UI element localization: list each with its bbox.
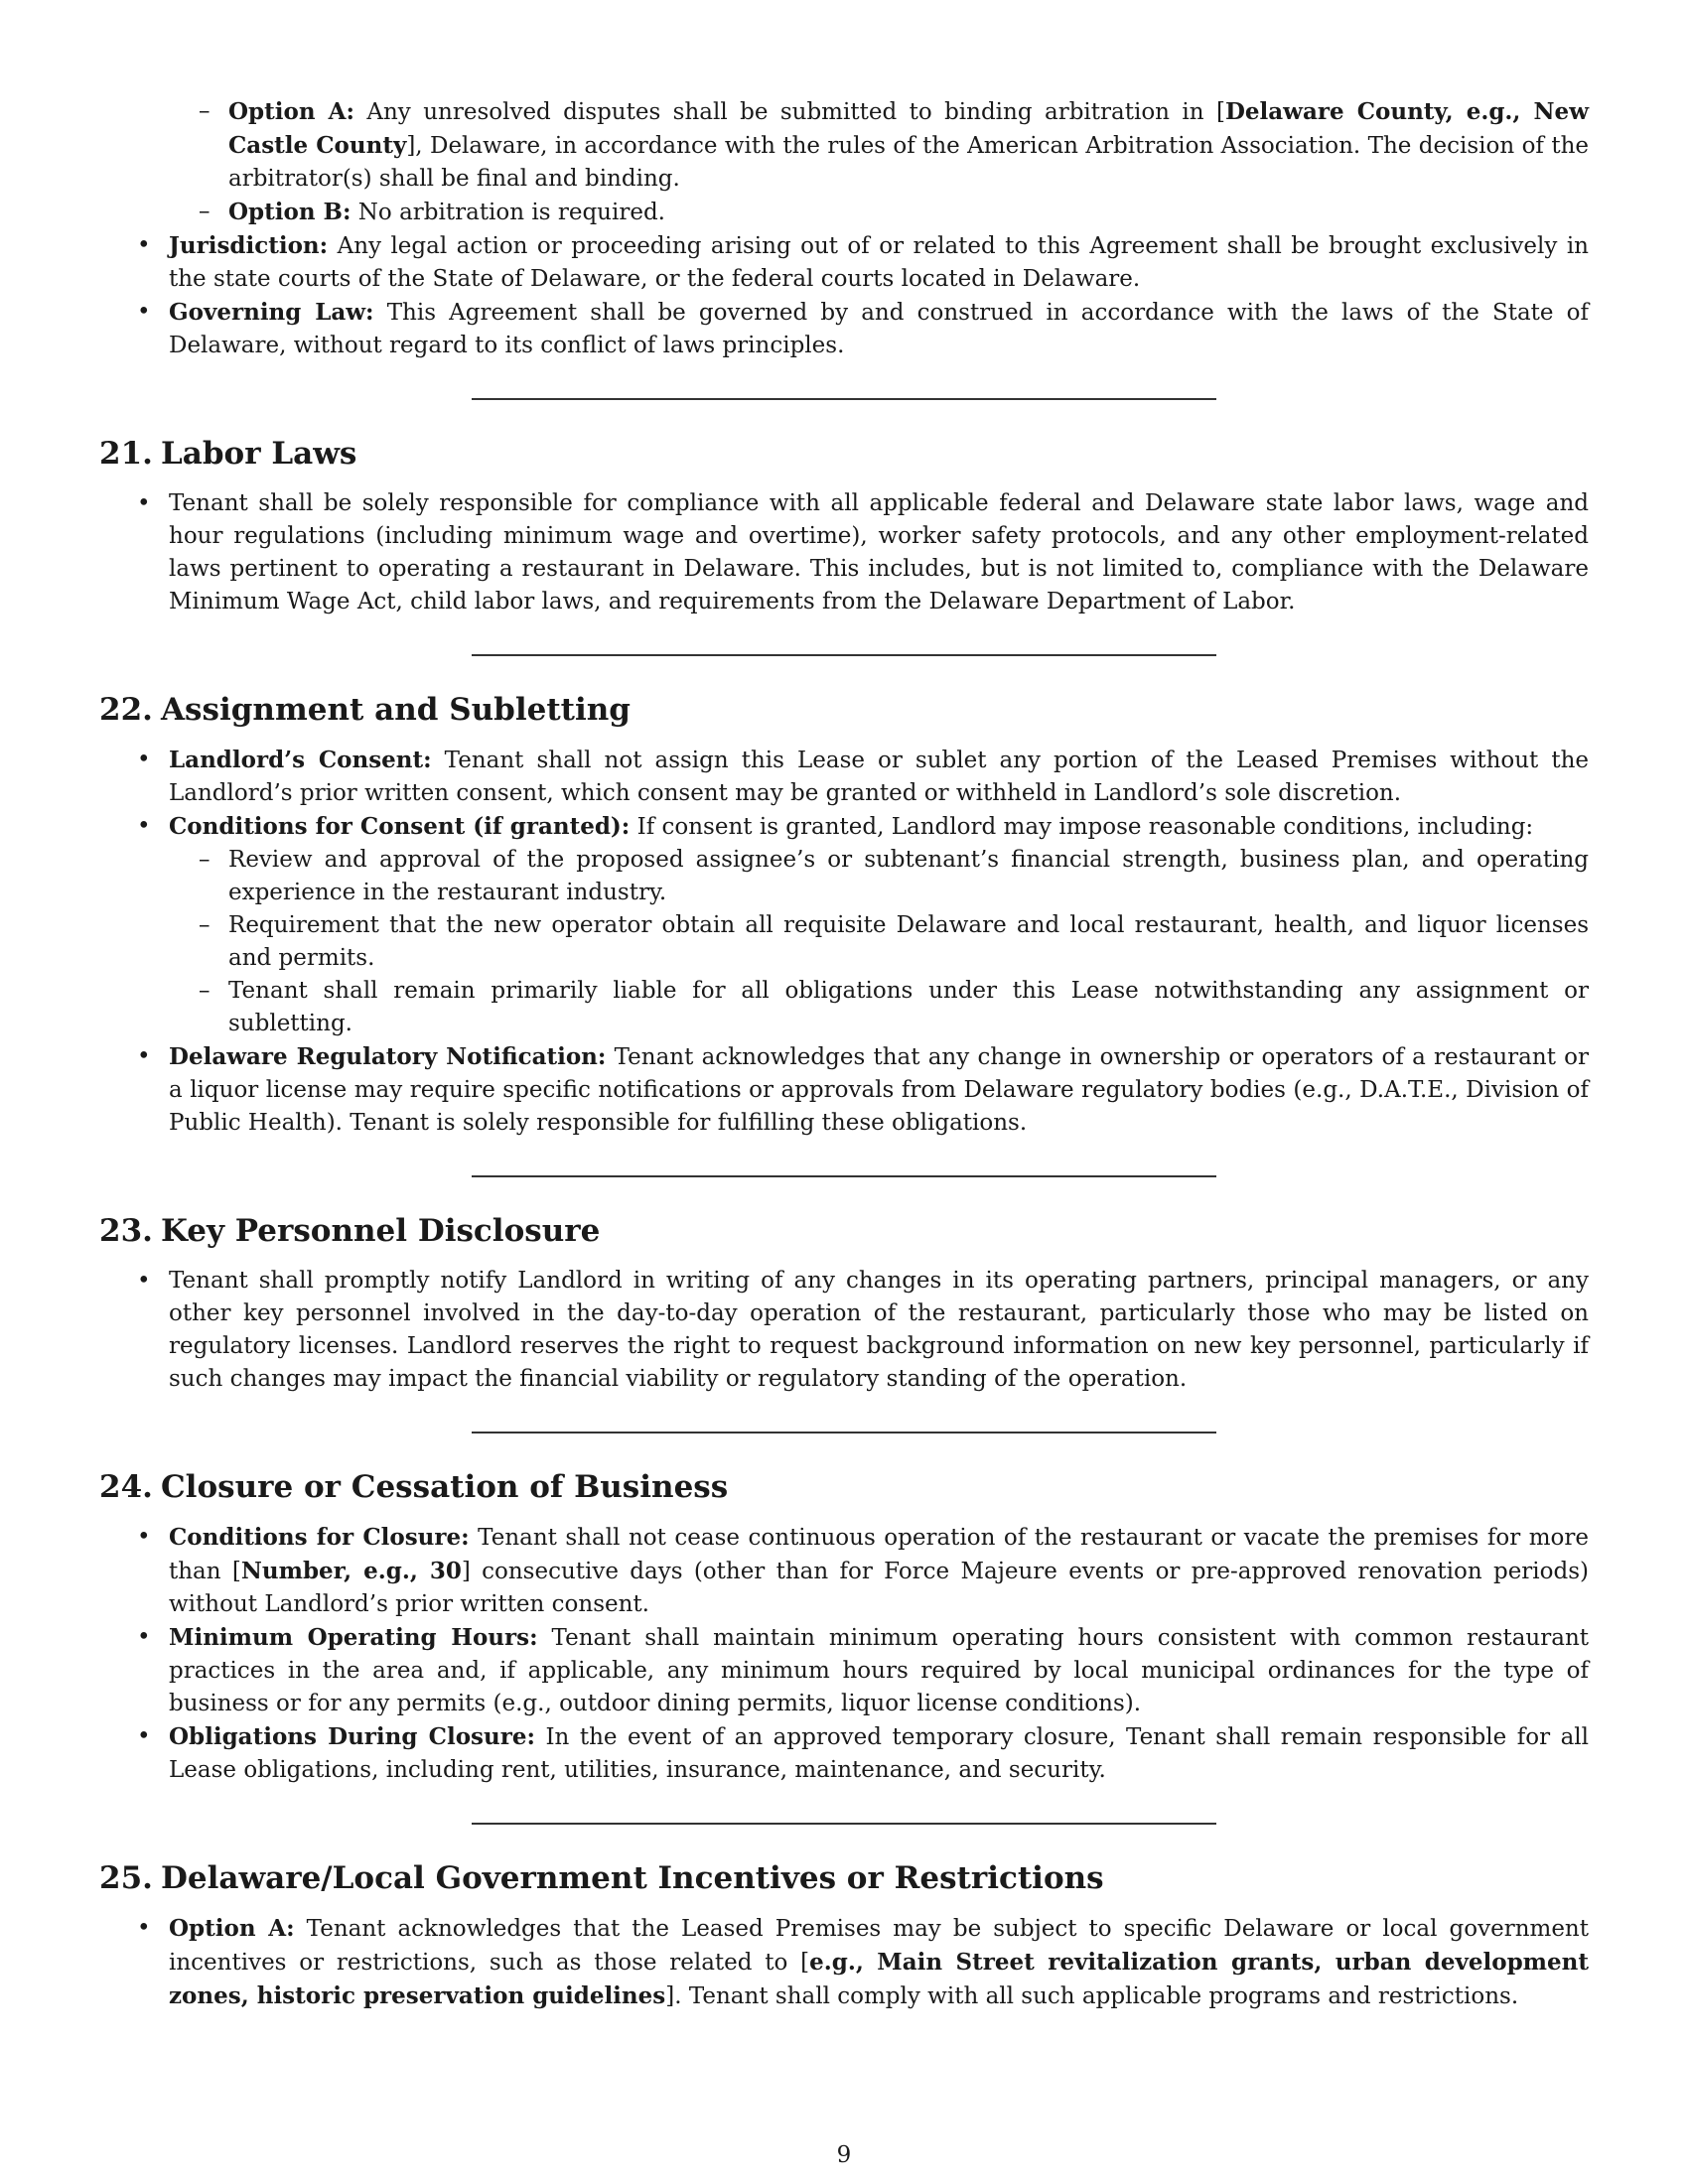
list-item-jurisdiction: • Jurisdiction: Any legal action or proceeding arising out of or related to this Agreement shall be brought exclusively in the state courts of the State of Delaware, or the federal courts located in Delaware. [99, 229, 1589, 296]
section-divider [472, 1432, 1216, 1433]
sub-list-item: – Review and approval of the proposed assignee’s or subtenant’s financial strength, business plan, and operating experience in the restaurant industry. [99, 844, 1589, 909]
sub-list-item: – Requirement that the new operator obtain all requisite Delaware and local restaurant, health, and liquor licenses and permits. [99, 909, 1589, 975]
section-divider [472, 1823, 1216, 1825]
list-item: • Tenant shall be solely responsible for compliance with all applicable federal and Delaware state labor laws, wage and hour regulations (including minimum wage and overtime), worker safety protocols, and any other employment-related laws pertinent to operating a restaurant in Delaware. This includes, but is not limited to, compliance with the Delaware Minimum Wage Act, child labor laws, and requirements from the Delaware Department of Labor. [99, 487, 1589, 618]
section-divider [472, 1175, 1216, 1177]
section-21-title: 21. Labor Laws [99, 436, 357, 472]
list-item-conditions-for-consent: • Conditions for Consent (if granted): If consent is granted, Landlord may impose reasonable conditions, including: [99, 810, 1589, 844]
continued-list [99, 95, 1589, 362]
section-divider [472, 398, 1216, 400]
list-item-option-a: – Option A: Any unresolved disputes shall be submitted to binding arbitration in [Delaware County, e.g., New Castle County], Delaware, in accordance with the rules of the American Arbitration Association. The decision of the arbitrator(s) shall be final and binding. [99, 95, 1589, 196]
page-number: 9 [836, 2142, 852, 2168]
section-21-list [99, 487, 1589, 618]
list-item-obligations-during-closure: • Obligations During Closure: In the event of an approved temporary closure, Tenant shall remain responsible for all Lease obligations, including rent, utilities, insurance, maintenance, and security. [99, 1720, 1589, 1787]
section-24-title: 24. Closure or Cessation of Business [99, 1469, 729, 1505]
list-item: • Tenant shall promptly notify Landlord in writing of any changes in its operating partners, principal managers, or any other key personnel involved in the day-to-day operation of the restaurant, particularly those who may be listed on regulatory licenses. Landlord reserves the right to request background information on new key personnel, particularly if such changes may impact the financial viability or regulatory standing of the operation. [99, 1265, 1589, 1396]
section-24-list [99, 1521, 1589, 1787]
list-item-option-b: – Option B: No arbitration is required. [99, 196, 1589, 229]
section-22-list [99, 744, 1589, 1140]
list-item-minimum-operating-hours: • Minimum Operating Hours: Tenant shall maintain minimum operating hours consistent with common restaurant practices in the area and, if applicable, any minimum hours required by local municipal ordinances for the type of business or for any permits (e.g., outdoor dining permits, liquor license conditions). [99, 1621, 1589, 1720]
list-item-regulatory-notification: • Delaware Regulatory Notification: Tenant acknowledges that any change in ownership or operators of a restaurant or a liquor license may require specific notifications or approvals from Delaware regulatory bodies (e.g., D.A.T.E., Division of Public Health). Tenant is solely responsible for fulfilling these obligations. [99, 1040, 1589, 1140]
list-item-governing-law: • Governing Law: This Agreement shall be governed by and construed in accordance with the laws of the State of Delaware, without regard to its conflict of laws principles. [99, 296, 1589, 362]
list-item-conditions-for-closure: • Conditions for Closure: Tenant shall not cease continuous operation of the restaurant or vacate the premises for more than [Number, e.g., 30] consecutive days (other than for Force Majeure events or pre-approved renovation periods) without Landlord’s prior written consent. [99, 1521, 1589, 1621]
section-25-list [99, 1912, 1589, 2013]
section-25-title: 25. Delaware/Local Government Incentives or Restrictions [99, 1860, 1104, 1896]
list-item-option-a: • Option A: Tenant acknowledges that the Leased Premises may be subject to specific Delaware or local government incentives or restrictions, such as those related to [e.g., Main Street revitalization grants, urban development zones, historic preservation guidelines]. Tenant shall comply with all such applicable programs and restrictions. [99, 1912, 1589, 2013]
sub-list-item: – Tenant shall remain primarily liable for all obligations under this Lease notwithstanding any assignment or subletting. [99, 975, 1589, 1040]
section-23-title: 23. Key Personnel Disclosure [99, 1213, 601, 1249]
section-23-list [99, 1265, 1589, 1396]
section-divider [472, 654, 1216, 656]
document-page [99, 95, 1589, 2013]
section-22-title: 22. Assignment and Subletting [99, 692, 631, 728]
list-item-landlords-consent: • Landlord’s Consent: Tenant shall not assign this Lease or sublet any portion of the Leased Premises without the Landlord’s prior written consent, which consent may be granted or withheld in Landlord’s sole discretion. [99, 744, 1589, 810]
